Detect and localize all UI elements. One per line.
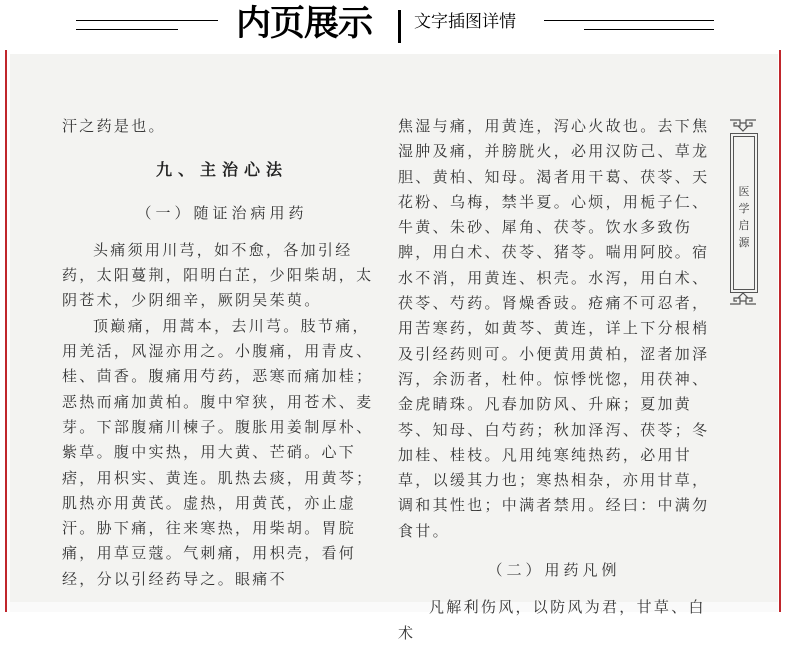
- section-title: 内页展示: [236, 4, 373, 44]
- bottom-ornament-icon: [728, 292, 758, 306]
- title-divider: [398, 10, 401, 43]
- section-heading: （二）用药凡例: [487, 561, 621, 580]
- paragraph: 凡解利伤风，以防风为君，甘草、白术: [398, 598, 706, 642]
- top-ornament-icon: [728, 118, 758, 132]
- right-decor-line-top: [544, 20, 714, 21]
- paragraph: 顶巅痛，用蒿本，去川芎。肢节痛，用羌活，风湿亦用之。小腹痛，用青皮、桂、茴香。腹痛用芍药，恶寒而痛加桂；恶热而痛加黄柏。腹中窄狭，用苍术、麦芽。下部腹痛川楝子。腹胀用姜制厚朴、紫草。腹中实热，用大黄、芒硝。心下痞，用枳实、黄连。肌热去痰，用黄芩；肌热亦用黄芪。虚热，用黄芪，亦止虚汗。胁下痛，往来寒热，用柴胡。胃脘痛，用草豆蔻。气刺痛，用枳壳，看何经，分以引经药导之。眼痛不: [62, 316, 374, 588]
- right-decor-line-bottom: [584, 29, 714, 30]
- left-decor-line-bottom: [76, 29, 178, 30]
- side-tab-frame: [733, 136, 755, 290]
- book-title-side-tab: [725, 118, 761, 306]
- side-tab-title: 医 学 启 源: [738, 185, 750, 249]
- paragraph: 头痛须用川芎，如不愈，各加引经药，太阳蔓荆，阳明白芷，少阳柴胡，太阴苍术，少阴细辛，厥阴吴茱萸。: [62, 240, 374, 310]
- left-decor-line-top: [76, 20, 218, 21]
- chapter-heading: 九、主治心法: [155, 160, 288, 180]
- left-text-column: [62, 114, 382, 592]
- section-header: [0, 0, 790, 50]
- section-heading: （一）随证治病用药: [136, 203, 308, 222]
- section-subtitle: 文字插图详情: [414, 12, 516, 32]
- continuation-text: 焦湿与痛，用黄连，泻心火故也。去下焦湿肿及痛，并膀胱火，必用汉防己、草龙胆、黄柏、知母。渴者用干葛、茯苓、天花粉、乌梅，禁半夏。心烦，用栀子仁、牛黄、朱砂、犀角、茯苓。饮水多致伤脾，用白术、茯苓、猪苓。喘用阿胶。宿水不消，用黄连、枳壳。水泻，用白术、茯苓、芍药。肾燥香豉。疮痛不可忍者，用苦寒药，如黄芩、黄连，详上下分根梢及引经药则可。小便黄用黄柏，涩者加泽泻，余沥者，杜仲。惊悸恍惚，用茯神、金虎睛珠。凡春加防风、升麻；夏加黄芩、知母、白芍药；秋加泽泻、茯苓；冬加桂、桂枝。凡用纯寒纯热药，必用甘草，以缓其力也；寒热相杂，亦用甘草，调和其性也；中满者禁用。经曰：中满勿食甘。: [398, 117, 710, 540]
- right-text-column: [398, 114, 710, 646]
- continuation-text: 汗之药是也。: [62, 117, 166, 135]
